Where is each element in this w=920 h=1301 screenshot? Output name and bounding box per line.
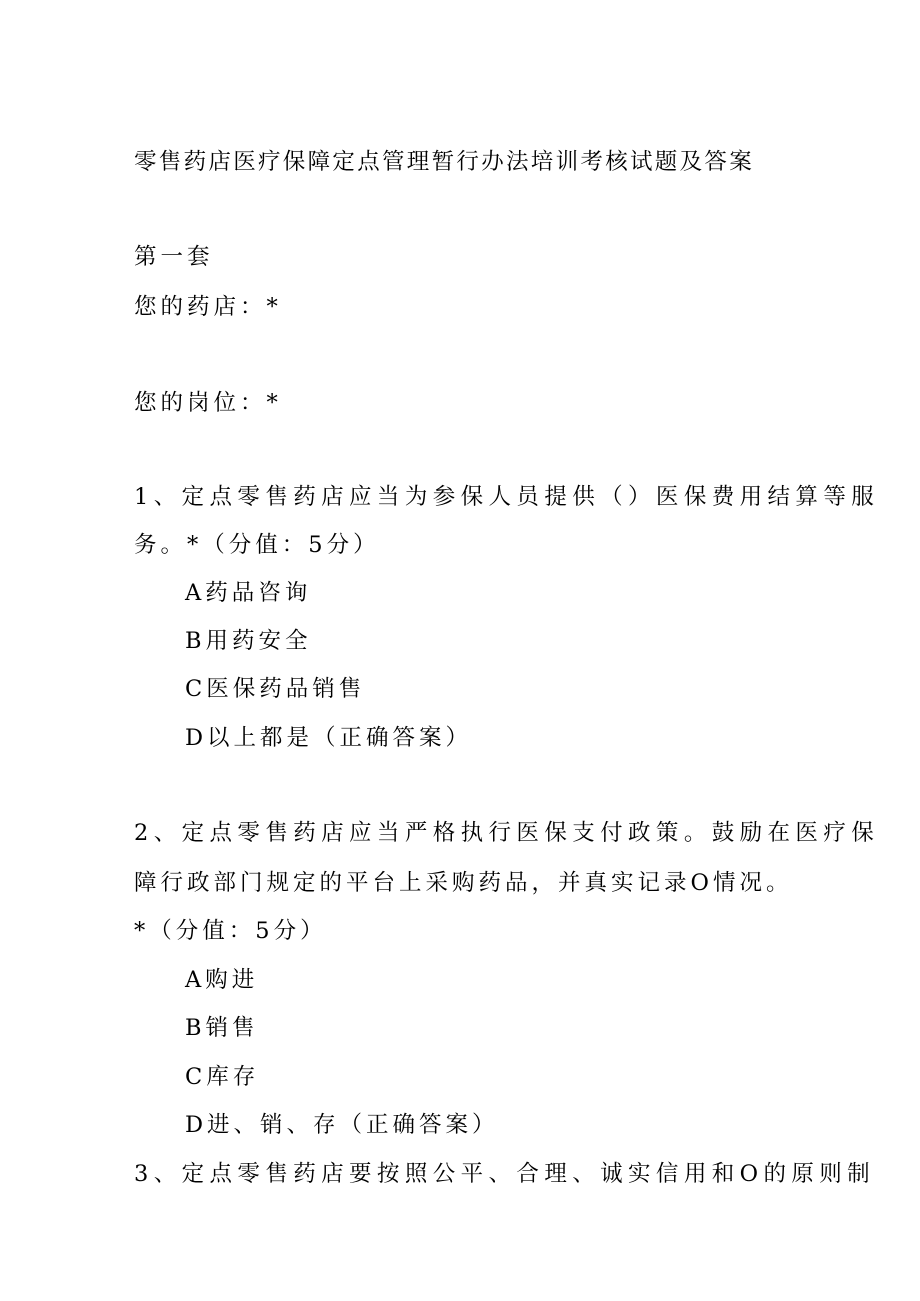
document-title: 零售药店医疗保障定点管理暂行办法培训考核试题及答案 <box>134 149 755 175</box>
question-1-text-line-2: 务。*（分值：5分） <box>134 532 380 558</box>
question-2-option-a: A购进 <box>185 967 259 993</box>
question-1-option-a: A药品咨询 <box>185 580 312 606</box>
question-1-option-b: B用药安全 <box>185 628 312 654</box>
question-2-option-c: C库存 <box>185 1064 260 1090</box>
section-label: 第一套 <box>134 244 214 270</box>
question-2-option-b: B销售 <box>185 1015 259 1041</box>
question-1-option-d: D以上都是（正确答案） <box>185 725 473 751</box>
pharmacy-field-label: 您的药店：* <box>134 294 282 320</box>
question-2-option-d: D进、销、存（正确答案） <box>185 1112 499 1138</box>
question-2-text-line-3: *（分值：5分） <box>134 918 327 944</box>
question-1-text-line-1: 1、定点零售药店应当为参保人员提供（）医保费用结算等服 <box>134 484 880 510</box>
question-1-option-c: C医保药品销售 <box>185 676 366 702</box>
position-field-label: 您的岗位：* <box>134 390 282 416</box>
question-2-text-line-1: 2、定点零售药店应当严格执行医保支付政策。鼓励在医疗保 <box>134 820 880 846</box>
question-2-text-line-2: 障行政部门规定的平台上采购药品，并真实记录O情况。 <box>134 870 793 896</box>
question-3-text-line-1: 3、定点零售药店要按照公平、合理、诚实信用和O的原则制 <box>134 1161 876 1187</box>
